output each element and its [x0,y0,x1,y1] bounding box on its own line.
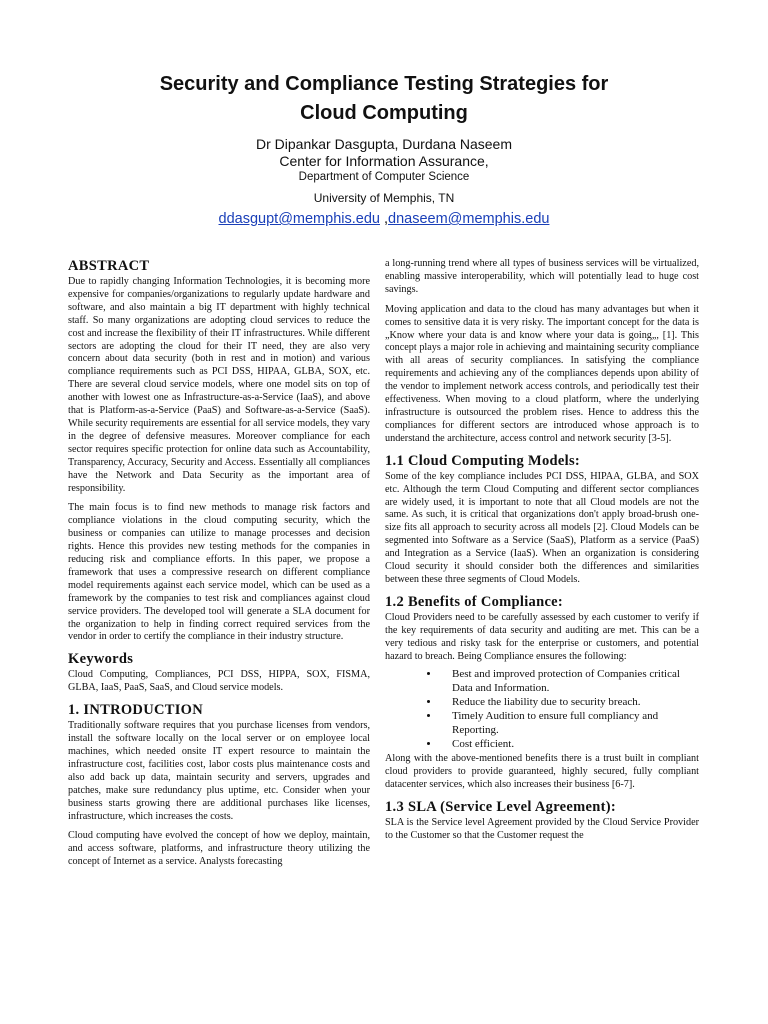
paper-title [0,70,768,128]
list-item: • Best and improved protection of Companies critical Data and Information. [440,667,699,695]
abstract-paragraph-2: The main focus is to find new methods to manage risk factors and compliance violations in the cloud computing security, which the business or companies can utilize to manage processes and decision rights. Hence this provides new testing methods for the companies in reducing risk and compliance efforts. In this paper, we propose a framework that uses a compressive research on different compliance model requirements against each service model, which can be used as a framework by the companies to test risk and compliances against cloud service providers. The developed tool will generate a SLA document for the organization to help in finding correct required services from the vendor in order to certify the compliance in their industry structure. [68,502,370,643]
title-line-2: Cloud Computing [300,102,468,124]
keywords-text: Cloud Computing, Compliances, PCI DSS, HIPPA, SOX, FISMA, GLBA, IaaS, PaaS, SaaS, and Cloud service models. [68,669,370,694]
affiliation-university: University of Memphis, TN [313,191,455,205]
section-1-3-heading: 1.3 SLA (Service Level Agreement): [385,799,616,816]
authors: Dr Dipankar Dasgupta, Durdana Naseem [255,136,512,152]
affiliation-center: Center for Information Assurance, [279,153,489,169]
introduction-paragraph-1: Traditionally software requires that you purchase licenses from vendors, install the software locally on the local server or on employee local machines, which needed onsite IT expert resource to maintain the infrastructure cost, facilities cost, labor costs plus maintenance costs and also add back up data, maintain security and servers, upgrades and patches, make sure redundancy plus uptime, etc. Consider when your business starts growing there are additional purchases like licenses, infrastructure, which increases the costs. [68,720,370,822]
left-column [68,258,370,876]
introduction-paragraph-4: Moving application and data to the cloud has many advantages but when it comes to sensitive data it is very risky. The important concept for the data is „Know where your data is and know where your data is going„, [1]. This concept plays a major role in achieving and maintaining security compliance with all areas of security compliances. In satisfying the compliance requirements and achieving any of the compliances depends upon ability of the vendor to implement network access controls, and periodically test their effectiveness. When moving to a cloud platform, where the underlying infrastructure is outsourced the problem rises. Hence to address this the compliances for different sectors are introduced whose approach is to understand the architecture, access control and network security [3-5]. [385,303,699,444]
introduction-paragraph-3: a long-running trend where all types of business services will be virtualized, enabling massive interoperability, which will potentially lead to huge cost savings. [385,258,699,295]
abstract-heading: ABSTRACT [68,258,150,274]
email-link-2[interactable]: dnaseem@memphis.edu [388,211,550,227]
author-emails [0,211,768,227]
list-item: • Reduce the liability due to security breach. [440,695,699,709]
introduction-heading: 1. INTRODUCTION [68,702,204,719]
section-1-2-heading: 1.2 Benefits of Compliance: [385,593,564,610]
abstract-paragraph-1: Due to rapidly changing Information Technologies, it is becoming more expensive for companies/organizations to regularly update hardware and software, and also maintain a big IT department with highly technical staff. So many organizations are adopting cloud services to reduce the cost and increase the flexibility of their IT infrastructures. While different sectors are adopting the cloud for their IT need, they are also very concern about data security (both in rest and in motion) and various compliance requirements such as PCI DSS, HIPAA, GLBA, SOX, etc. There are several cloud service models, where one model sits on top of another with lowest one as Infrastructure-as-a-Service (IaaS), and above that is Platform-as-a-Service (PaaS) and Software-as-a-Service (SaaS). While security requirements are essential for all service models, they vary in the degree of defensive measures. Moreover compliance for each sector requires specific protection for online data such as Accountability, Transparency, Accuracy, Security and Access. Essentially all compliances have the Network and Data Security as the important area of responsibility. [68,276,370,494]
right-column [385,258,699,850]
email-separator: , [379,211,389,227]
list-item: • Cost efficient. [440,737,699,751]
section-1-1-heading: 1.1 Cloud Computing Models: [385,452,581,469]
section-1-3-paragraph: SLA is the Service level Agreement provided by the Cloud Service Provider to the Customer so that the Customer request the [385,817,699,842]
affiliation-department: Department of Computer Science [298,171,470,183]
introduction-paragraph-2: Cloud computing have evolved the concept of how we deploy, maintain, and access software, platforms, and infrastructure theory utilizing the concept of Internet as a service. Analysts forecasting [68,830,370,868]
benefits-list [385,667,699,751]
email-link-1[interactable]: ddasgupt@memphis.edu [218,211,380,227]
section-1-1-paragraph: Some of the key compliance includes PCI DSS, HIPAA, GLBA, and SOX etc. Although the term Cloud Computing and different sector compliances are widely used, it is important to note that all Cloud models are not the same. As such, it is critical that organizations don't apply broad-brush one-size fits all approach to security across all models [2]. Cloud Models can be segmented into Software as a Service (SaaS), Platform as a service (PaaS) and Integration as a Service (IaaS). When an organization is considering Cloud security it should consider both the differences and similarities between these three segments of Cloud Models. [385,470,699,585]
section-1-2-paragraph: Cloud Providers need to be carefully assessed by each customer to verify if the key requirements of data security and auditing are met. This can be a very tedious and risky task for the enterprise or customers, and potential hazard to breach. Being Compliance ensures the following: [385,611,699,662]
section-1-2-paragraph-2: Along with the above-mentioned benefits there is a trust built in compliant cloud providers to provide guaranteed, highly secured, fully compliant datacenter services, which also increases their business [6-7]. [385,753,699,791]
keywords-heading: Keywords [68,651,134,668]
title-line-1: Security and Compliance Testing Strategies for [159,73,609,95]
list-item: • Timely Audition to ensure full compliancy and Reporting. [440,709,699,737]
